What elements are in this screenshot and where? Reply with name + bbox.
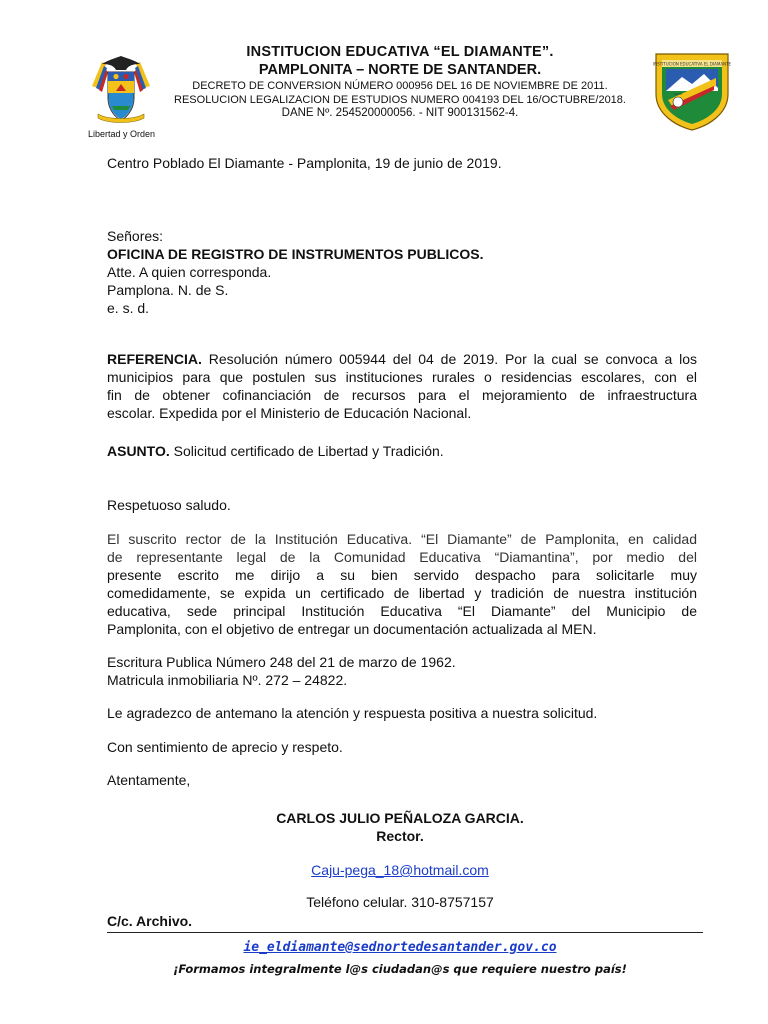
reference-text: Resolución número 005944 del 04 de 2019. Por la cual se convoca a los [208, 351, 697, 367]
public-deed: Escritura Publica Número 248 del 21 de marzo de 1962. [107, 654, 456, 670]
signer-email-link[interactable]: Caju-pega_18@hotmail.com [311, 862, 489, 878]
reference-line [107, 350, 697, 368]
body-line: Pamplonita, con el objetivo de entregar un documentación actualizada al MEN. [107, 621, 597, 637]
school-shield [652, 50, 732, 132]
colombia-coat-of-arms [88, 52, 154, 142]
conversion-decree: DECRETO DE CONVERSION NÚMERO 000956 DEL 16 DE NOVIEMBRE DE 2011. [192, 80, 608, 92]
footer-slogan: ¡Formamos integralmente l@s ciudadan@s que requiere nuestro país! [173, 962, 627, 976]
recipient-city: Pamplona. N. de S. [107, 282, 229, 298]
body-line: educativa, sede principal Institución Educativa “El Diamante” del Municipio de [107, 603, 697, 619]
dane-nit: DANE Nº. 254520000056. - NIT 900131562-4. [281, 107, 519, 119]
footer-email-link[interactable]: ie_eldiamante@sednortedesantander.gov.co [243, 940, 557, 955]
reference-line: municipios para que postulen sus instituciones rurales o residencias escolares, con el [107, 369, 697, 385]
signer-title: Rector. [376, 828, 424, 844]
school-shield-icon [652, 50, 732, 132]
reference-line: escolar. Expedida por el Ministerio de Educación Nacional. [107, 405, 472, 421]
institution-name: INSTITUCION EDUCATIVA “EL DIAMANTE”. [246, 44, 554, 60]
body-paragraph [107, 530, 697, 638]
subject-line [107, 442, 444, 460]
property-registration: Matricula inmobiliaria Nº. 272 – 24822. [107, 672, 348, 688]
signer-name: CARLOS JULIO PEÑALOZA GARCIA. [276, 810, 524, 826]
institution-location: PAMPLONITA – NORTE DE SANTANDER. [258, 62, 542, 78]
signer-phone: Teléfono celular. 310-8757157 [306, 894, 494, 910]
signer-email-line [200, 862, 600, 878]
coat-of-arms-motto: Libertad y Orden [88, 129, 156, 139]
coat-of-arms-icon [88, 52, 154, 128]
reference-paragraph [107, 350, 697, 422]
shield-title-text: INSTITUCION EDUCATIVA EL DIAMANTE [652, 61, 732, 67]
recipient-office: OFICINA DE REGISTRO DE INSTRUMENTOS PUBLICOS. [107, 246, 484, 262]
carbon-copy: C/c. Archivo. [107, 913, 193, 929]
footer-email-line [200, 940, 600, 955]
subject-label: ASUNTO. [107, 443, 170, 459]
subject-text: Solicitud certificado de Libertad y Tradición. [173, 443, 444, 459]
body-line: presente escrito me dirijo a su bien servido despacho para solicitarle muy [107, 567, 697, 583]
thanks-line: Le agradezco de antemano la atención y respuesta positiva a nuestra solicitud. [107, 705, 598, 721]
greeting: Respetuoso saludo. [107, 497, 231, 513]
esd-line: e. s. d. [107, 300, 150, 316]
reference-label: REFERENCIA. [107, 351, 202, 367]
place-and-date: Centro Poblado El Diamante - Pamplonita, 19 de junio de 2019. [107, 155, 502, 171]
reference-line: fin de obtener cofinanciación de recursos para el mejoramiento de infraestructura [107, 387, 697, 403]
body-line: comedidamente, se expida un certificado de libertad y tradición de nuestra institución [107, 585, 697, 601]
salutation: Señores: [107, 228, 164, 244]
closing-phrase: Con sentimiento de aprecio y respeto. [107, 739, 343, 755]
sign-off: Atentamente, [107, 772, 191, 788]
footer-divider [107, 932, 703, 933]
attention-line: Atte. A quien corresponda. [107, 264, 272, 280]
legalization-resolution: RESOLUCION LEGALIZACION DE ESTUDIOS NUMERO 004193 DEL 16/OCTUBRE/2018. [174, 94, 626, 106]
body-line: El suscrito rector de la Institución Educativa. “El Diamante” de Pamplonita, en calidad [107, 531, 697, 547]
body-line: de representante legal de la Comunidad Educativa “Diamantina”, por medio del [107, 549, 697, 565]
